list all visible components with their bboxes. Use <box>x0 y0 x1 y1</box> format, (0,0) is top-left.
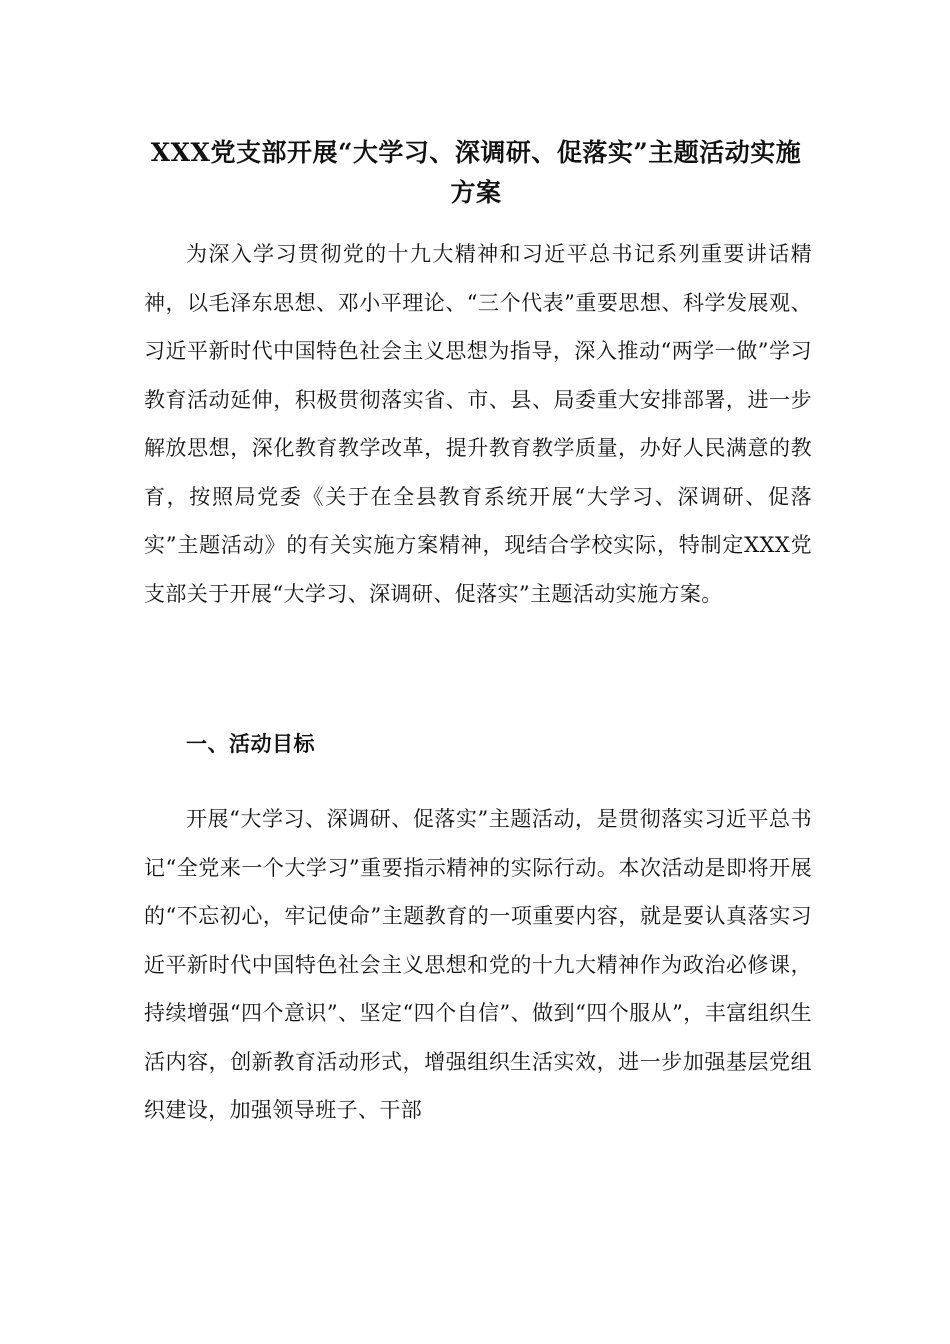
section-heading-goals: 一、活动目标 <box>186 731 315 756</box>
intro-paragraph: 为深入学习贯彻党的十九大精神和习近平总书记系列重要讲话精神，以毛泽东思想、邓小平理论、“三个代表”重要思想、科学发展观、习近平新时代中国特色社会主义思想为指导，深入推动“两学一做”学习教育活动延伸，积极贯彻落实省、市、县、局委重大安排部署，进一步解放思想，深化教育教学改革，提升教育教学质量，办好人民满意的教育，按照局党委《关于在全县教育系统开展“大学习、深调研、促落实”主题活动》的有关实施方案精神，现结合学校实际，特制定XXX党支部关于开展“大学习、深调研、促落实”主题活动实施方案。 <box>144 242 812 606</box>
section-paragraph-goals: 开展“大学习、深调研、促落实”主题活动，是贯彻落实习近平总书记“全党来一个大学习”重要指示精神的实际行动。本次活动是即将开展的“不忘初心，牢记使命”主题教育的一项重要内容，就是要认真落实习近平新时代中国特色社会主义思想和党的十九大精神作为政治必修课，持续增强“四个意识”、坚定“四个自信”、做到“四个服从”，丰富组织生活内容，创新教育活动形式，增强组织生活实效，进一步加强基层党组织建设，加强领导班子、干部 <box>144 807 812 1122</box>
document-title: XXX党支部开展“大学习、深调研、促落实”主题活动实施方案 <box>150 138 802 207</box>
